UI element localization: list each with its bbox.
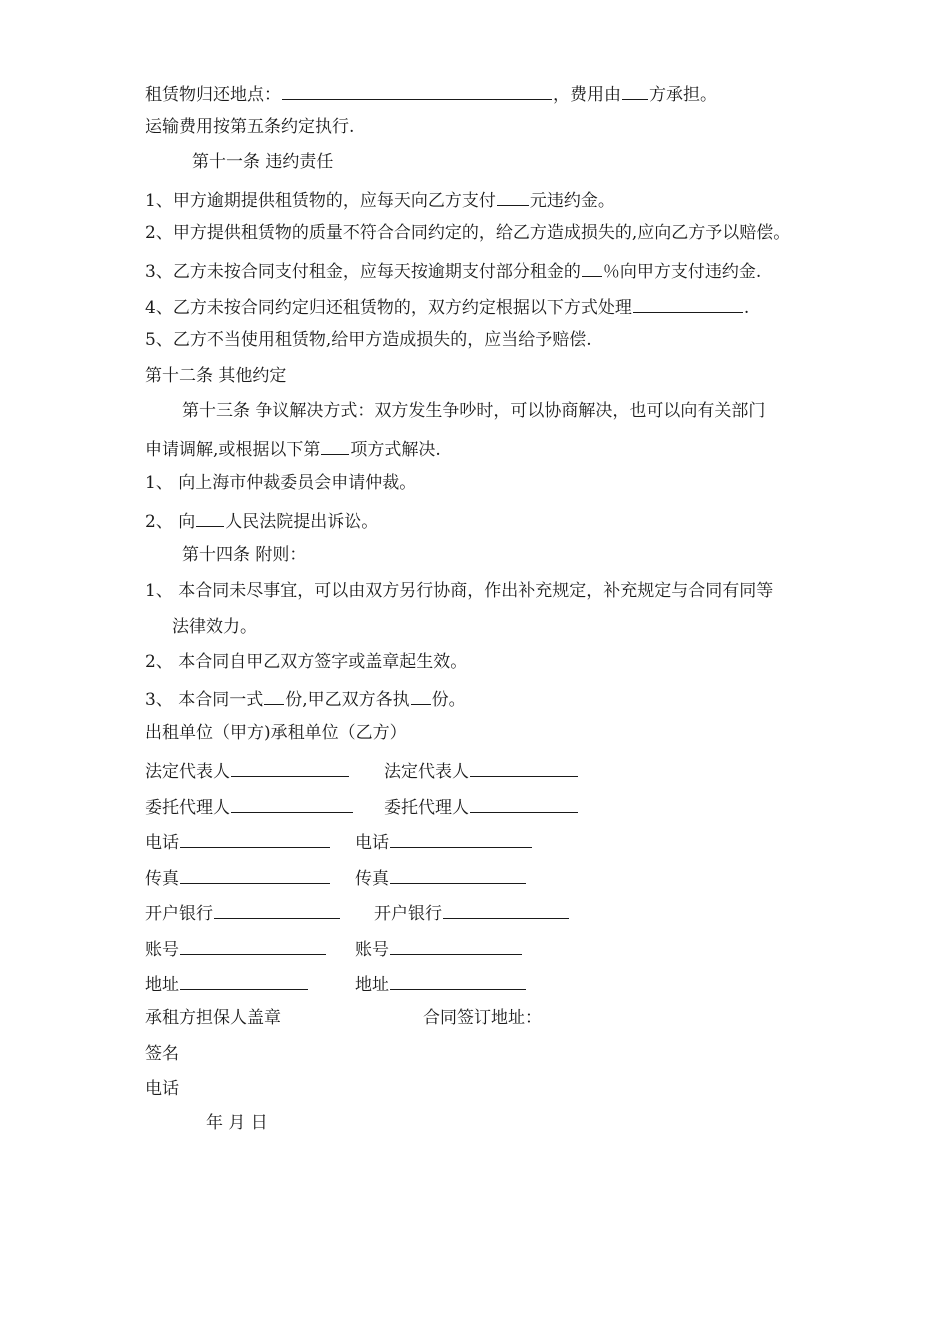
blank-copies-total[interactable] (264, 686, 284, 705)
date-line: 年 月 日 (206, 1113, 268, 1133)
signing-place: 合同签订地址： (423, 1008, 542, 1028)
signature-label: 签名 (145, 1044, 179, 1064)
article-14-title: 第十四条 附则： (182, 545, 307, 565)
blank-handling-method[interactable] (633, 294, 743, 313)
lessee-legal-rep: 法定代表人 (384, 758, 579, 783)
blank-court-name[interactable] (196, 508, 224, 527)
guarantor-phone: 电话 (145, 1079, 179, 1099)
lessor-address-field[interactable] (180, 971, 308, 990)
lessee-bank-field[interactable] (443, 900, 569, 919)
article-13-item-1: 1、 向上海市仲裁委员会申请仲裁。 (145, 473, 417, 493)
lessor-agent: 委托代理人 (145, 794, 354, 819)
lessor-agent-field[interactable] (231, 794, 353, 813)
lessee-fax-field[interactable] (390, 865, 526, 884)
article-11-item-2: 2、甲方提供租赁物的质量不符合合同约定的，给乙方造成损失的,应向乙方予以赔偿。 (145, 223, 791, 243)
lessee-fax: 传真 (355, 865, 527, 890)
lessee-legal-rep-field[interactable] (470, 758, 578, 777)
lessee-address: 地址 (355, 971, 527, 996)
article-11-item-5: 5、乙方不当使用租赁物,给甲方造成损失的，应当给予赔偿. (145, 330, 592, 350)
article-11-item-4: 4、乙方未按合同约定归还租赁物的，双方约定根据以下方式处理 . (145, 294, 749, 319)
lessee-agent: 委托代理人 (384, 794, 579, 819)
lessor-phone-field[interactable] (180, 829, 330, 848)
lessee-account: 账号 (355, 936, 523, 961)
lessee-phone: 电话 (355, 829, 533, 854)
lessee-account-field[interactable] (390, 936, 522, 955)
lessee-phone-field[interactable] (390, 829, 532, 848)
article-14-item-1-cont: 法律效力。 (172, 617, 257, 637)
article-13-item-2: 2、 向 人民法院提出诉讼。 (145, 508, 378, 533)
article-13-text-cont: 申请调解,或根据以下第 项方式解决. (145, 436, 441, 461)
article-11-title: 第十一条 违约责任 (192, 152, 334, 172)
lessee-address-field[interactable] (390, 971, 526, 990)
lessor-phone: 电话 (145, 829, 331, 854)
lessor-fax: 传真 (145, 865, 331, 890)
blank-copies-each[interactable] (411, 686, 431, 705)
article-11-item-3: 3、乙方未按合同支付租金，应每天按逾期支付部分租金的 ％向甲方支付违约金. (145, 258, 761, 283)
lessor-legal-rep: 法定代表人 (145, 758, 350, 783)
lessor-address: 地址 (145, 971, 309, 996)
lessor-bank-field[interactable] (214, 900, 340, 919)
parties-line: 出租单位（甲方)承租单位（乙方） (145, 723, 407, 743)
return-location-line: 租赁物归还地点： ，费用由 方承担。 (145, 81, 717, 106)
article-14-item-2: 2、 本合同自甲乙双方签字或盖章起生效。 (145, 652, 468, 672)
article-12-title: 第十二条 其他约定 (145, 366, 287, 386)
article-14-item-1: 1、 本合同未尽事宜，可以由双方另行协商，作出补充规定，补充规定与合同有同等 (145, 581, 774, 601)
guarantor-seal: 承租方担保人盖章 (145, 1008, 281, 1028)
blank-penalty-amount[interactable] (497, 187, 529, 206)
article-13-text: 第十三条 争议解决方式：双方发生争吵时，可以协商解决，也可以向有关部门 (182, 401, 766, 421)
lessee-agent-field[interactable] (470, 794, 578, 813)
blank-cost-party[interactable] (622, 81, 648, 100)
article-14-item-3: 3、 本合同一式 份,甲乙双方各执 份。 (145, 686, 466, 711)
lessor-fax-field[interactable] (180, 865, 330, 884)
lessor-account: 账号 (145, 936, 327, 961)
blank-method-number[interactable] (321, 436, 349, 455)
blank-penalty-percent[interactable] (582, 258, 602, 277)
blank-return-location[interactable] (282, 81, 552, 100)
transport-line: 运输费用按第五条约定执行. (145, 117, 355, 137)
lessor-legal-rep-field[interactable] (231, 758, 349, 777)
lessor-bank: 开户银行 (145, 900, 341, 925)
lessee-bank: 开户银行 (374, 900, 570, 925)
article-11-item-1: 1、甲方逾期提供租赁物的，应每天向乙方支付 元违约金。 (145, 187, 615, 212)
lessor-account-field[interactable] (180, 936, 326, 955)
